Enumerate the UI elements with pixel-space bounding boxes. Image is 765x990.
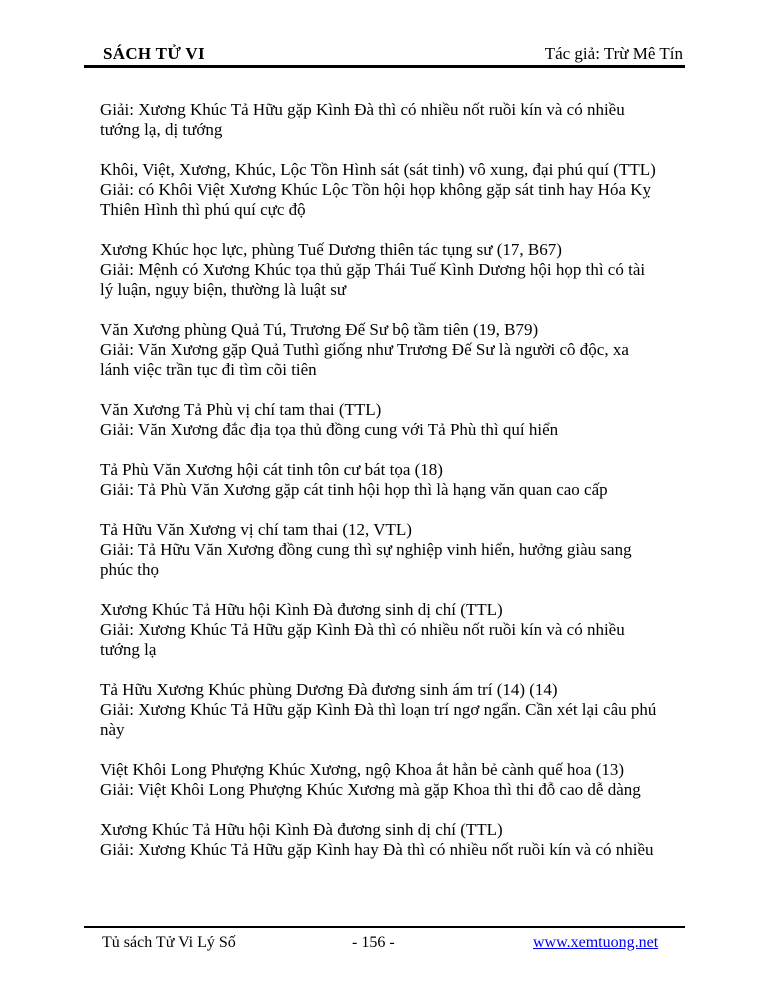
footer-series-title: Tủ sách Tử Vi Lý Số — [102, 934, 236, 951]
header-author: Tác giả: Trừ Mê Tín — [544, 44, 683, 63]
paragraph — [100, 600, 700, 660]
text-line: phúc thọ — [100, 560, 160, 579]
text-line: Việt Khôi Long Phượng Khúc Xương, ngộ Khoa ắt hẳn bẻ cành quế hoa (13) — [100, 760, 625, 779]
paragraph — [100, 520, 700, 580]
paragraph — [100, 460, 700, 500]
footer-page-number: - 156 - — [352, 934, 395, 951]
text-line: Giải: Xương Khúc Tả Hữu gặp Kình Đà thì có nhiều nốt ruồi kín và có nhiều — [100, 100, 625, 119]
text-line: Giải: Tả Phù Văn Xương gặp cát tinh hội họp thì là hạng văn quan cao cấp — [100, 480, 608, 499]
text-line: Tả Hữu Văn Xương vị chí tam thai (12, VTL) — [100, 520, 412, 539]
text-line: lý luận, ngụy biện, thường là luật sư — [100, 280, 347, 299]
text-line: Tả Phù Văn Xương hội cát tinh tôn cư bát tọa (18) — [100, 460, 443, 479]
text-line: Giải: Văn Xương đắc địa tọa thủ đồng cung với Tả Phù thì quí hiển — [100, 420, 559, 439]
header-book-title: SÁCH TỬ VI — [103, 44, 205, 63]
text-line: Khôi, Việt, Xương, Khúc, Lộc Tồn Hình sát (sát tinh) vô xung, đại phú quí (TTL) — [100, 160, 656, 179]
paragraph — [100, 100, 700, 140]
page-body — [100, 100, 700, 880]
footer-rule — [84, 926, 685, 928]
paragraph — [100, 680, 700, 740]
text-line: tướng lạ — [100, 640, 157, 659]
text-line: Văn Xương phùng Quả Tú, Trương Đế Sư bộ tầm tiên (19, B79) — [100, 320, 539, 339]
text-line: Giải: có Khôi Việt Xương Khúc Lộc Tồn hội họp không gặp sát tinh hay Hóa Kỵ — [100, 180, 652, 199]
header-rule — [84, 65, 685, 68]
text-line: Giải: Việt Khôi Long Phượng Khúc Xương mà gặp Khoa thì thi đỗ cao dễ dàng — [100, 780, 641, 799]
text-line: Xương Khúc Tả Hữu hội Kình Đà đương sinh dị chí (TTL) — [100, 820, 503, 839]
text-line: tướng lạ, dị tướng — [100, 120, 223, 139]
text-line: Giải: Văn Xương gặp Quả Tuthì giống như Trương Đế Sư là người cô độc, xa — [100, 340, 629, 359]
text-line: này — [100, 720, 125, 739]
paragraph — [100, 240, 700, 300]
text-line: Thiên Hình thì phú quí cực độ — [100, 200, 306, 219]
paragraph — [100, 400, 700, 440]
text-line: Giải: Xương Khúc Tả Hữu gặp Kình Đà thì loạn trí ngơ ngẩn. Cần xét lại câu phú — [100, 700, 657, 719]
paragraph — [100, 820, 700, 860]
text-line: Xương Khúc học lực, phùng Tuế Dương thiên tác tụng sư (17, B67) — [100, 240, 562, 259]
text-line: Giải: Mệnh có Xương Khúc tọa thủ gặp Thái Tuế Kình Dương hội họp thì có tài — [100, 260, 646, 279]
footer-website-link[interactable]: www.xemtuong.net — [533, 934, 659, 951]
text-line: Tả Hữu Xương Khúc phùng Dương Đà đương sinh ám trí (14) (14) — [100, 680, 558, 699]
text-line: Giải: Xương Khúc Tả Hữu gặp Kình Đà thì có nhiều nốt ruồi kín và có nhiều — [100, 620, 625, 639]
text-line: Giải: Xương Khúc Tả Hữu gặp Kình hay Đà thì có nhiều nốt ruồi kín và có nhiều — [100, 840, 654, 859]
text-line: lánh việc trần tục đi tìm cõi tiên — [100, 360, 317, 379]
text-line: Văn Xương Tả Phù vị chí tam thai (TTL) — [100, 400, 382, 419]
paragraph — [100, 160, 700, 220]
text-line: Xương Khúc Tả Hữu hội Kình Đà đương sinh dị chí (TTL) — [100, 600, 503, 619]
paragraph — [100, 320, 700, 380]
text-line: Giải: Tả Hữu Văn Xương đồng cung thì sự nghiệp vinh hiển, hưởng giàu sang — [100, 540, 632, 559]
paragraph — [100, 760, 700, 800]
